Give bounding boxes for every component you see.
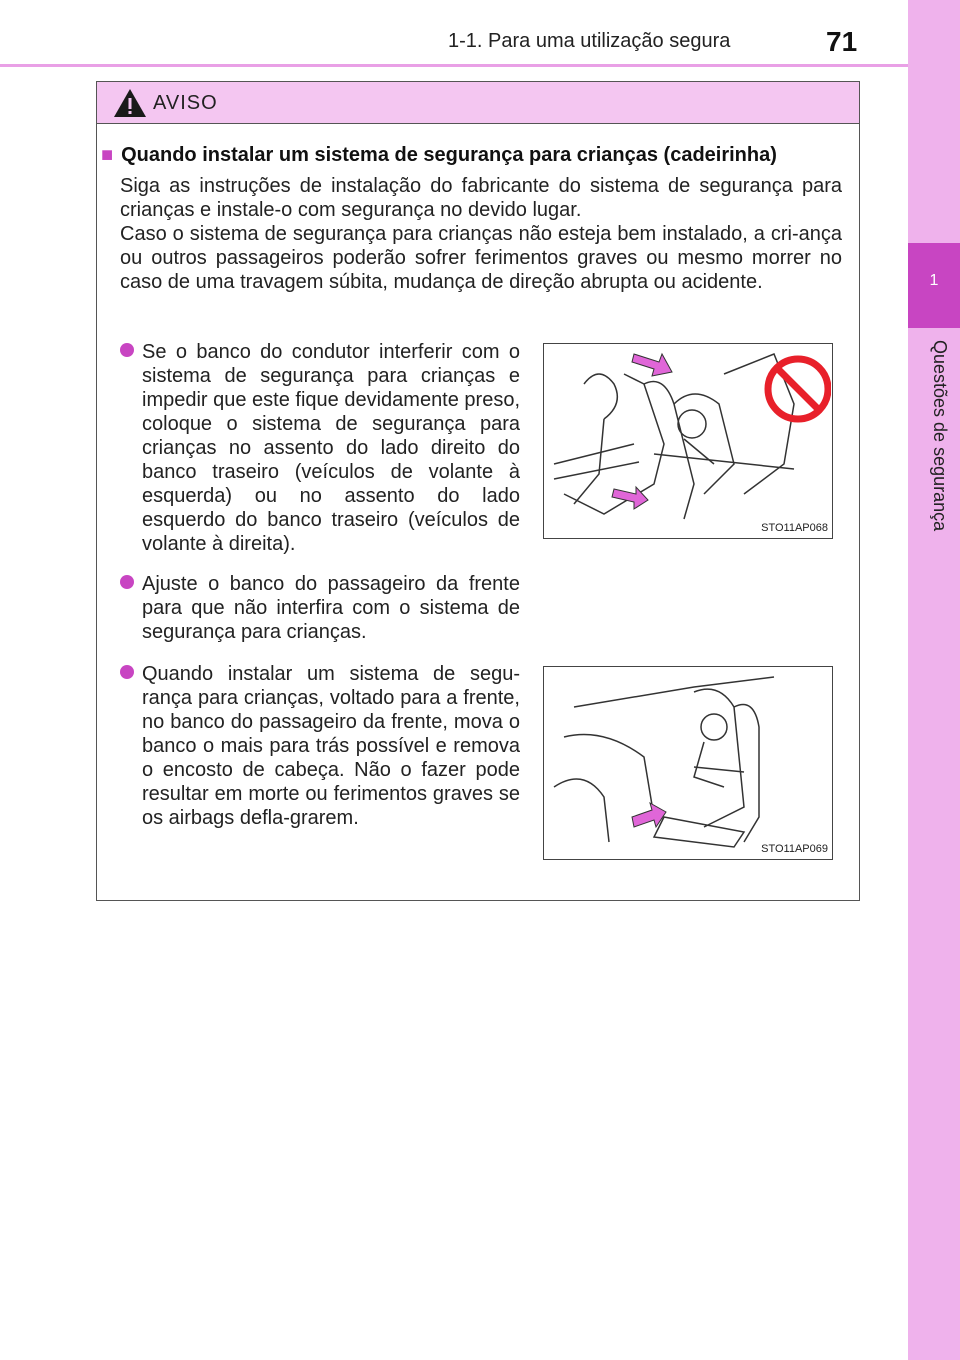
section-heading <box>101 144 777 167</box>
illustration-front-seat <box>543 666 833 860</box>
child-seat-drawing <box>544 344 831 537</box>
bullet-item <box>120 662 520 830</box>
warning-title: AVISO <box>153 92 218 114</box>
chapter-side-tab <box>908 0 960 1360</box>
bullet-item <box>120 340 520 556</box>
header-divider <box>0 64 908 67</box>
page-number: 71 <box>826 26 858 57</box>
section-heading-text: Quando instalar um sistema de segurança para crianças (cadeirinha) <box>121 144 777 166</box>
bullet-text: Se o banco do condutor interferir com o sistema de segurança para crianças e impedir que este fique devidamente preso, coloque o sistema de segurança para crianças no assento do lado direito do banco traseiro (veículos de volante à esquerda) ou no assento do lado esquerdo do banco traseiro (veículos de volante à direita). <box>142 341 521 555</box>
bullet-item <box>120 572 520 644</box>
chapter-number: 1 <box>929 272 939 289</box>
prohibited-icon <box>768 359 828 419</box>
illustration-code: STO11AP069 <box>761 843 828 855</box>
bullet-dot-icon <box>120 343 134 357</box>
bullet-text: Quando instalar um sistema de segu-rança para crianças, voltado para a frente, no banco do passageiro da frente, mova o banco o mais para trás possível e remova o encosto de cabeça. Não o fazer pode resultar em morte ou ferimentos graves se os airbags defla-grarem. <box>142 663 520 829</box>
paragraph-instructions: Siga as instruções de instalação do fabricante do sistema de segurança para crianças e instale-o com segurança no devido lugar. <box>120 175 842 221</box>
warning-header <box>97 82 859 124</box>
warning-triangle-icon <box>113 88 147 118</box>
illustration-seat-interference <box>543 343 833 539</box>
square-bullet-icon: ■ <box>101 144 114 166</box>
front-seat-drawing <box>544 667 831 858</box>
bullet-text: Ajuste o banco do passageiro da frente para que não interfira com o sistema de segurança para crianças. <box>142 573 520 643</box>
bullet-dot-icon <box>120 575 134 589</box>
chapter-label: Questões de segurança <box>930 340 950 532</box>
illustration-code: STO11AP068 <box>761 522 828 534</box>
section-title: 1-1. Para uma utilização segura <box>448 30 731 52</box>
paragraph-consequences: Caso o sistema de segurança para crianças não esteja bem instalado, a cri-ança ou outros passageiros poderão sofrer ferimentos graves ou mesmo morrer no caso de uma travagem súbita, mudança de direção abrupta ou acidente. <box>120 223 842 293</box>
warning-box <box>96 81 860 901</box>
bullet-dot-icon <box>120 665 134 679</box>
